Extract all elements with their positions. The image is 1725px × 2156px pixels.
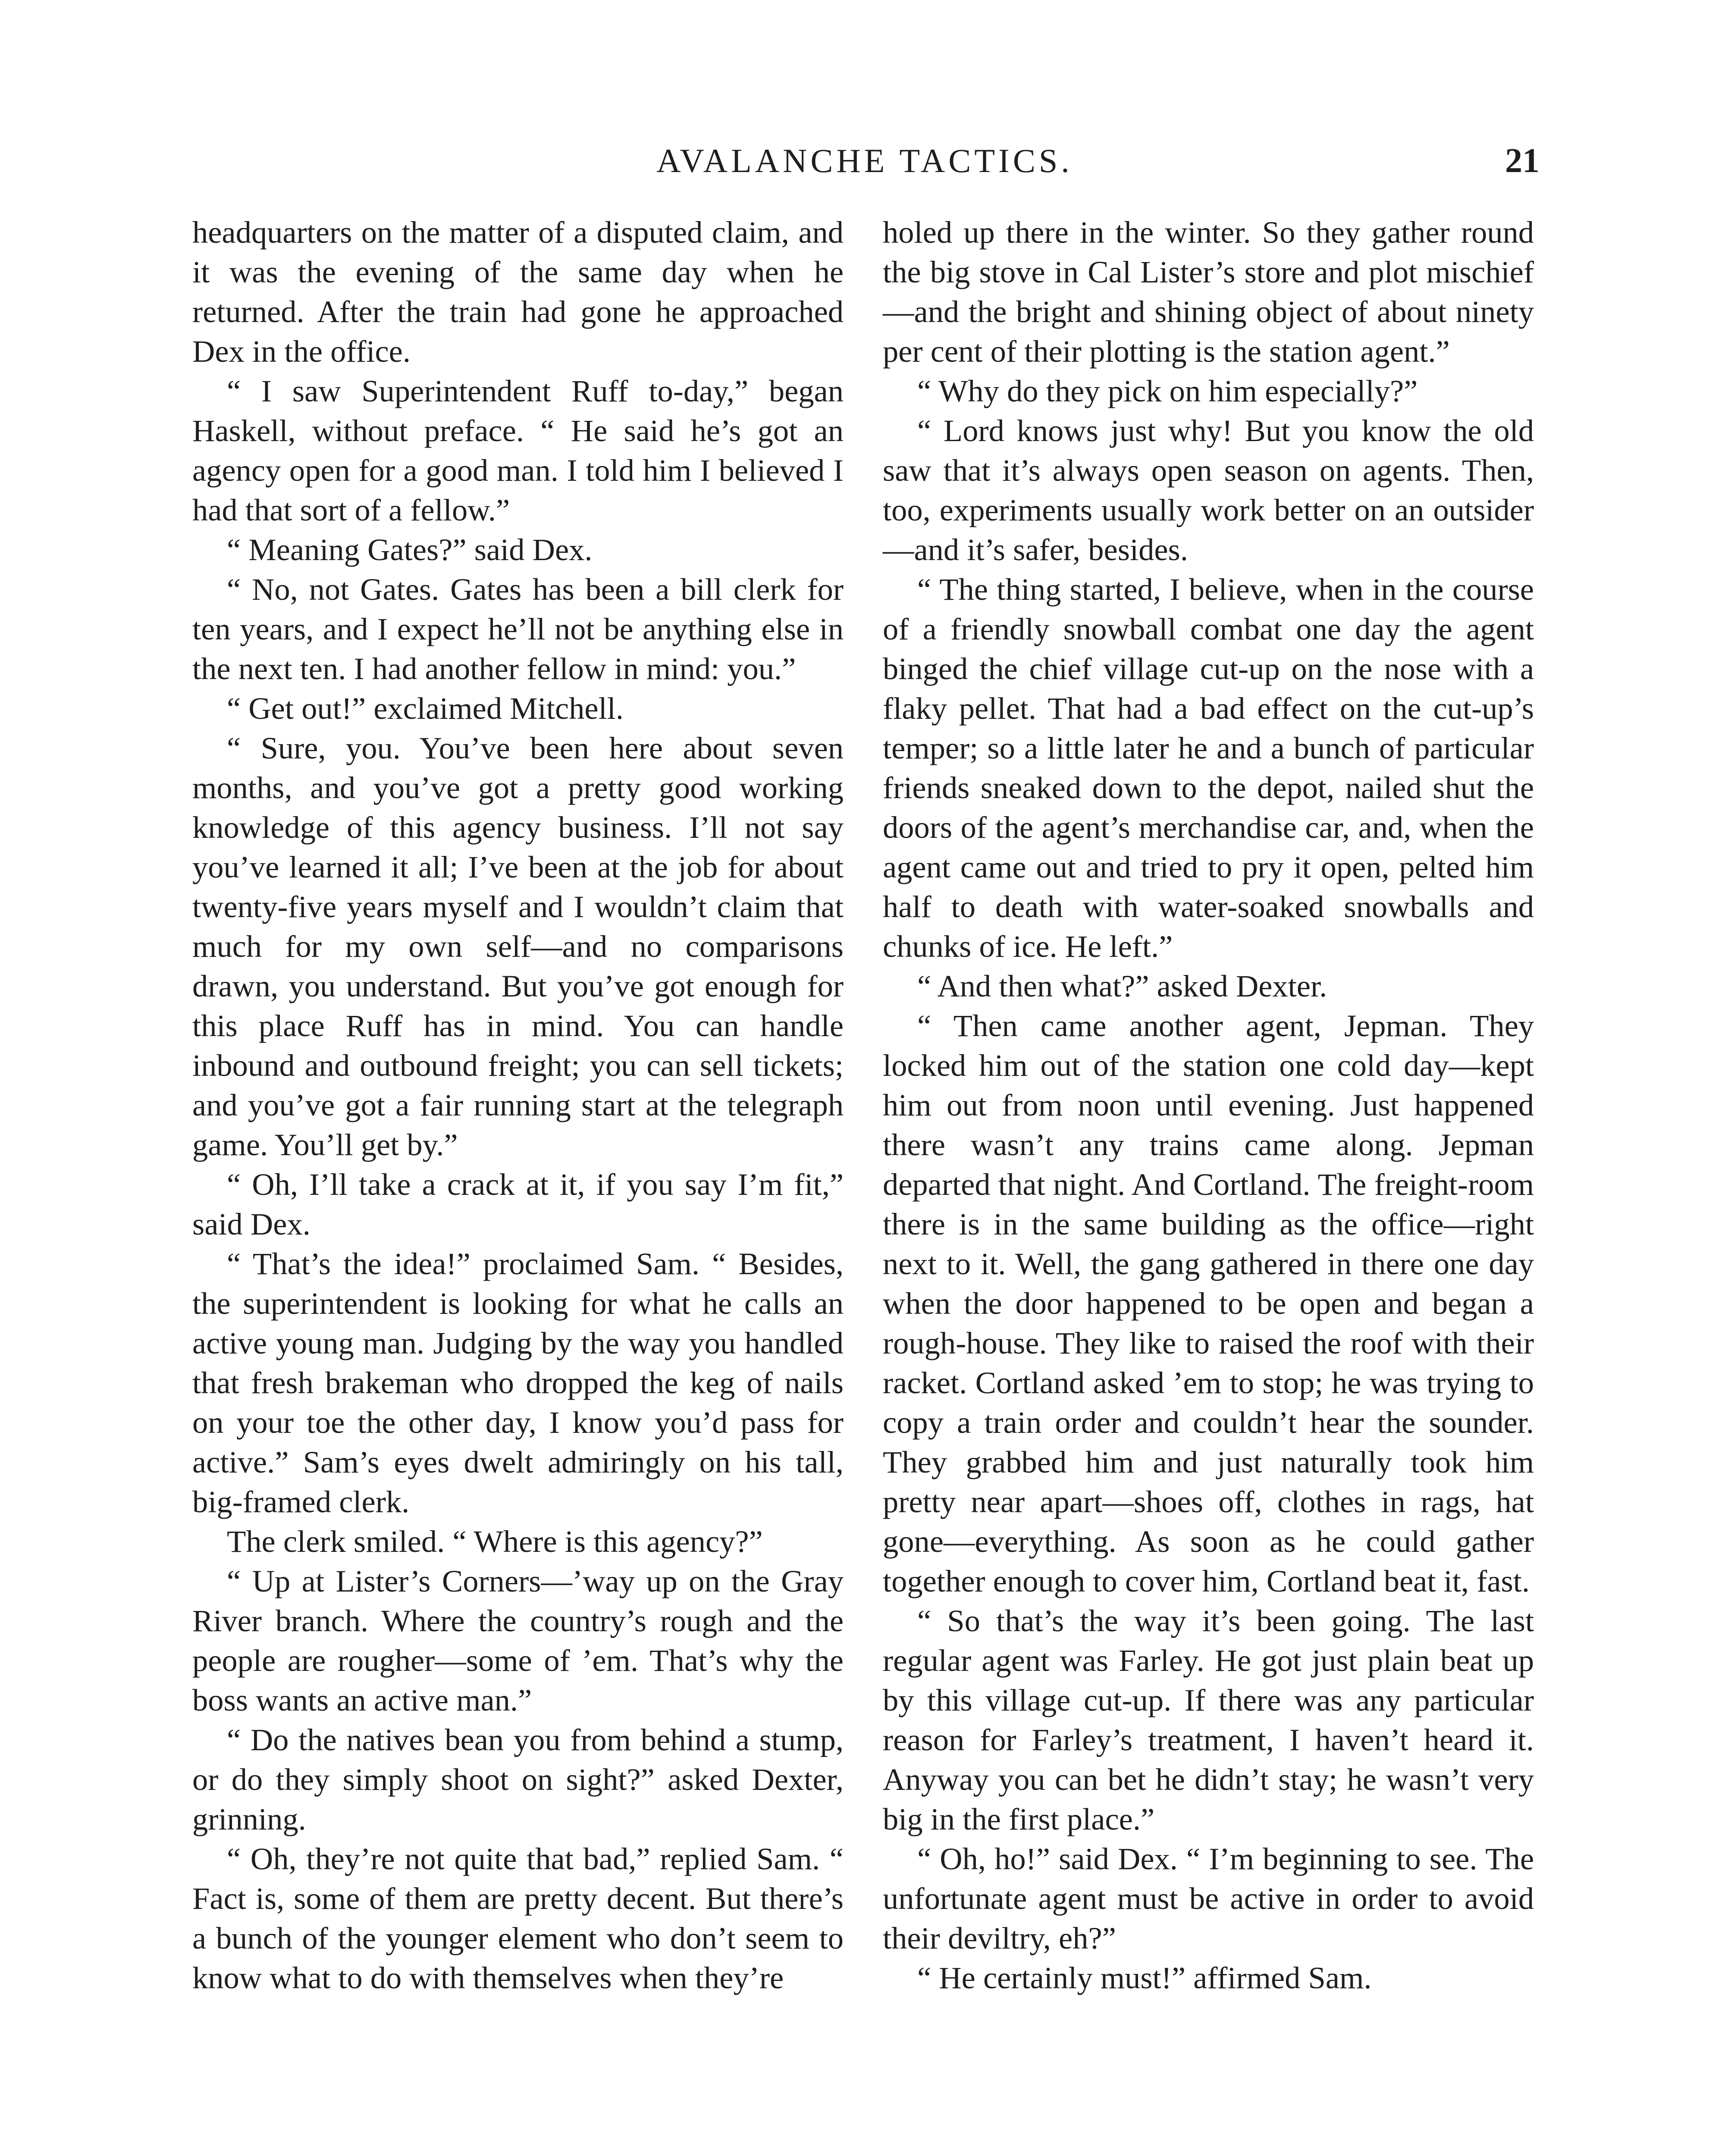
paragraph: “ Meaning Gates?” said Dex. <box>227 532 593 567</box>
right-column <box>883 213 1534 1998</box>
paragraph: “ Lord knows just why! But you know the old saw that it’s always open season on agents. Then, too, experiments usually work better on an outsider—and it’s safer, besides. <box>883 413 1534 567</box>
paragraph: “ And then what?” asked Dexter. <box>917 968 1327 1003</box>
paragraph: “ He certainly must!” affirmed Sam. <box>917 1960 1372 1995</box>
paragraph: “ Get out!” exclaimed Mitchell. <box>227 691 624 726</box>
paragraph: “ The thing started, I believe, when in the course of a friendly snowball combat one day the agent binged the chief village cut-up on the nose with a flaky pellet. That had a bad effect on the cut-up’s temper; so a little later he and a bunch of particular friends sneaked down to the depot, nailed shut the doors of the agent’s merchandise car, and, when the agent came out and tried to pry it open, pelted him half to death with water-soaked snowballs and chunks of ice. He left.” <box>883 572 1534 964</box>
paragraph: “ I saw Superintendent Ruff to-day,” began Haskell, without preface. “ He said he’s got an agency open for a good man. I told him I believed I had that sort of a fellow.” <box>192 373 844 527</box>
running-head <box>190 137 1540 185</box>
paragraph: The clerk smiled. “ Where is this agency?” <box>227 1524 763 1559</box>
paragraph: holed up there in the winter. So they gather round the big stove in Cal Lister’s store and plot mischief—and the bright and shining object of about ninety per cent of their plotting is the station agent.” <box>883 215 1534 369</box>
paragraph: “ Oh, ho!” said Dex. “ I’m beginning to see. The unfortunate agent must be active in order to avoid their deviltry, eh?” <box>883 1841 1534 1955</box>
paragraph: “ Oh, they’re not quite that bad,” replied Sam. “ Fact is, some of them are pretty decent. But there’s a bunch of the younger element who don’t seem to know what to do with themselves when they’re <box>192 1841 844 1995</box>
page-number: 21 <box>1505 142 1540 180</box>
paragraph: “ That’s the idea!” proclaimed Sam. “ Besides, the superintendent is looking for what he calls an active young man. Judging by the way you handled that fresh brakeman who dropped the keg of nails on your toe the other day, I know you’d pass for active.” Sam’s eyes dwelt admiringly on his tall, big-framed clerk. <box>192 1246 844 1519</box>
paragraph: headquarters on the matter of a disputed claim, and it was the evening of the same day when he returned. After the train had gone he approached Dex in the office. <box>192 215 844 369</box>
paragraph: “ Up at Lister’s Corners—’way up on the Gray River branch. Where the country’s rough and the people are rougher—some of ’em. That’s why the boss wants an active man.” <box>192 1564 844 1717</box>
paragraph: “ No, not Gates. Gates has been a bill clerk for ten years, and I expect he’ll not be anything else in the next ten. I had another fellow in mind: you.” <box>192 572 844 686</box>
paragraph: “ So that’s the way it’s been going. The last regular agent was Farley. He got just plain beat up by this village cut-up. If there was any particular reason for Farley’s treatment, I haven’t heard it. Anyway you can bet he didn’t stay; he wasn’t very big in the first place.” <box>883 1603 1534 1836</box>
paragraph: “ Then came another agent, Jepman. They locked him out of the station one cold day—kept him out from noon until evening. Just happened there wasn’t any trains came along. Jepman departed that night. And Cortland. The freight-room there is in the same building as the office—right next to it. Well, the gang gathered in there one day when the door happened to be open and began a rough-house. They like to raised the roof with their racket. Cortland asked ’em to stop; he was trying to copy a train order and couldn’t hear the sounder. They grabbed him and just naturally took him pretty near apart—shoes off, clothes in rags, hat gone—everything. As soon as he could gather together enough to cover him, Cortland beat it, fast. <box>883 1008 1534 1598</box>
paragraph: “ Sure, you. You’ve been here about seven months, and you’ve got a pretty good working knowledge of this agency business. I’ll not say you’ve learned it all; I’ve been at the job for about twenty-five years myself and I wouldn’t claim that much for my own self—and no comparisons drawn, you understand. But you’ve got enough for this place Ruff has in mind. You can handle inbound and outbound freight; you can sell tickets; and you’ve got a fair running start at the telegraph game. You’ll get by.” <box>192 730 844 1162</box>
paragraph: “ Why do they pick on him especially?” <box>917 373 1418 408</box>
running-title: AVALANCHE TACTICS. <box>656 142 1073 179</box>
left-column <box>192 213 844 1998</box>
paragraph: “ Do the natives bean you from behind a stump, or do they simply shoot on sight?” asked Dexter, grinning. <box>192 1722 844 1836</box>
paragraph: “ Oh, I’ll take a crack at it, if you say I’m fit,” said Dex. <box>192 1167 844 1241</box>
